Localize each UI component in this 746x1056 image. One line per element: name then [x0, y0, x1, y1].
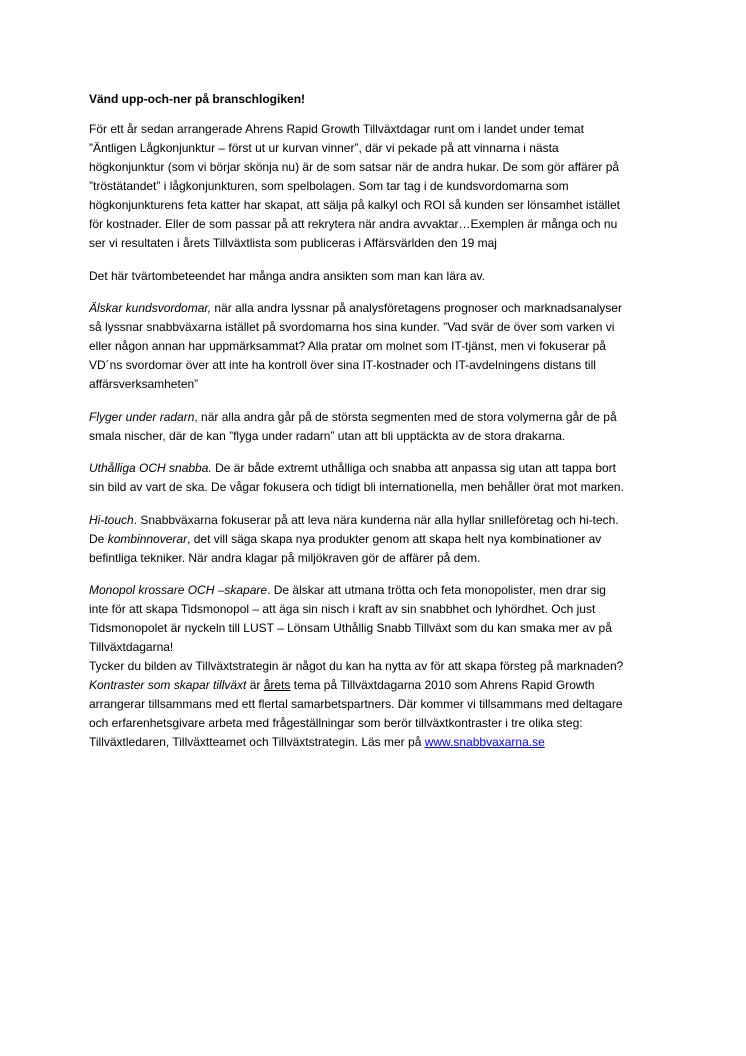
- text-run: , det vill säga skapa nya produkter genom att skapa helt nya kombinationer av: [187, 531, 602, 546]
- paragraph-radarn: [89, 408, 669, 446]
- italic-term: Kontraster som skapar tillväxt: [89, 678, 247, 692]
- italic-lead: Monopol krossare OCH –skapare: [89, 583, 268, 597]
- paragraph-hitouch: [89, 511, 669, 568]
- paragraph-intro: [89, 120, 669, 253]
- text-line: Det här tvärtombeteendet har många andra ansikten som man kan lära av.: [89, 268, 485, 283]
- text-line: [89, 459, 669, 478]
- italic-lead: Uthålliga OCH snabba.: [89, 461, 212, 475]
- document-body: [89, 91, 669, 752]
- text-run: , när alla andra går på de största segmenten med de stora volymerna går de på: [194, 409, 617, 424]
- text-run: tema på Tillväxtdagarna 2010 som Ahrens Rapid Growth: [290, 678, 595, 692]
- text-run: De: [89, 531, 108, 546]
- text-line: inte för att skapa Tidsmonopol – att äga sin nisch i kraft av sin snabbhet och lyhördhet. Och just: [89, 602, 596, 616]
- italic-term: kombinnoverar: [107, 531, 188, 546]
- text-line: arrangerar tillsammans med ett flertal samarbetspartners. Där kommer vi tillsammans med deltagare: [89, 697, 623, 711]
- text-line: så lyssnar snabbväxarna istället på svordomarna hos sina kunder. ”Vad svär de över som varken vi: [89, 320, 615, 334]
- underlined-word: årets: [263, 678, 291, 692]
- text-run: Tillväxtledaren, Tillväxtteamet och Tillväxtstrategin. Läs mer på: [89, 735, 425, 749]
- paragraph-monopol: [89, 581, 669, 752]
- text-line: [89, 511, 669, 530]
- paragraph-tvartom: [89, 267, 669, 286]
- text-line: smala nischer, där de kan ”flyga under radarn” utan att bli upptäckta av de stora drakarna.: [89, 428, 566, 443]
- text-line: högkonjunktur (som vi börjar skönja nu) är de som satsar när de andra hukar. De som gör affärer på: [89, 160, 620, 174]
- text-line: Tycker du bilden av Tillväxtstrategin är något du kan ha nytta av för att skapa försteg på marknaden?: [89, 659, 624, 673]
- text-run: när alla andra lyssnar på analysföretagens prognoser och marknadsanalyser: [211, 301, 622, 315]
- text-line: eller någon annan har uppmärksammat? Alla pratar om molnet som IT-tjänst, men vi fokuserar på: [89, 339, 606, 353]
- text-line: Tidsmonopolet är nyckeln till LUST – Lönsam Uthållig Snabb Tillväxt som du kan smaka mer av på: [89, 621, 612, 635]
- paragraph-kundsvordomar: [89, 299, 669, 394]
- text-line: ser vi resultaten i årets Tillväxtlista som publiceras i Affärsvärlden den 19 maj: [89, 236, 497, 250]
- text-run: De är både extremt uthålliga och snabba att anpassa sig utan att tappa bort: [211, 461, 616, 475]
- document-heading: Vänd upp-och-ner på branschlogiken!: [89, 92, 306, 106]
- text-line: befintliga tekniker. När andra klagar på miljökraven gör de affärer på dem.: [89, 550, 481, 565]
- text-line: [89, 299, 669, 318]
- italic-lead: Älskar kundsvordomar,: [89, 301, 212, 315]
- text-line: sin bild av vart de ska. De vågar fokusera och tidigt bli internationella, men behåller örat mot marken.: [89, 480, 624, 494]
- text-run: är: [246, 678, 264, 692]
- text-run: . Snabbväxarna fokuserar på att leva nära kunderna när alla hyllar snilleföretag och hi-tech.: [133, 512, 619, 527]
- text-line: [89, 530, 669, 549]
- paragraph-uthalliga: [89, 459, 669, 497]
- text-line: VD´ns svordomar över att inte ha kontroll över sina IT-kostnader och IT-avdelningens distans till: [89, 358, 596, 372]
- text-line: ”tröstätandet” i lågkonjunkturen, som spelbolagen. Som tar tag i de kundsvordomarna som: [89, 179, 569, 193]
- text-line: [89, 581, 669, 600]
- snabbvaxarna-link[interactable]: www.snabbvaxarna.se: [424, 735, 545, 749]
- italic-lead: Flyger under radarn: [89, 409, 195, 424]
- text-line: affärsverksamheten”: [89, 377, 199, 391]
- text-line: ”Äntligen Lågkonjunktur – först ut ur kurvan vinner”, där vi pekade på att vinnarna i nästa: [89, 141, 559, 155]
- italic-lead: Hi-touch: [89, 512, 134, 527]
- text-line: högkonjunkturens feta katter har skapat, att sälja på kalkyl och ROI så kunden ser lönsamhet istället: [89, 198, 620, 212]
- text-line: [89, 408, 669, 427]
- text-run: . De älskar att utmana trötta och feta monopolister, men drar sig: [267, 583, 606, 597]
- text-line: och erfarenhetsgivare arbeta med frågeställningar som berör tillväxtkontraster i tre olika steg:: [89, 716, 583, 730]
- text-line: Tillväxtdagarna!: [89, 640, 174, 654]
- text-line: [89, 733, 669, 752]
- text-line: [89, 676, 669, 695]
- text-line: för kostnader. Eller de som passar på att rekrytera när andra avvaktar…Exemplen är många och nu: [89, 217, 618, 231]
- text-line: För ett år sedan arrangerade Ahrens Rapid Growth Tillväxtdagar runt om i landet under temat: [89, 122, 584, 136]
